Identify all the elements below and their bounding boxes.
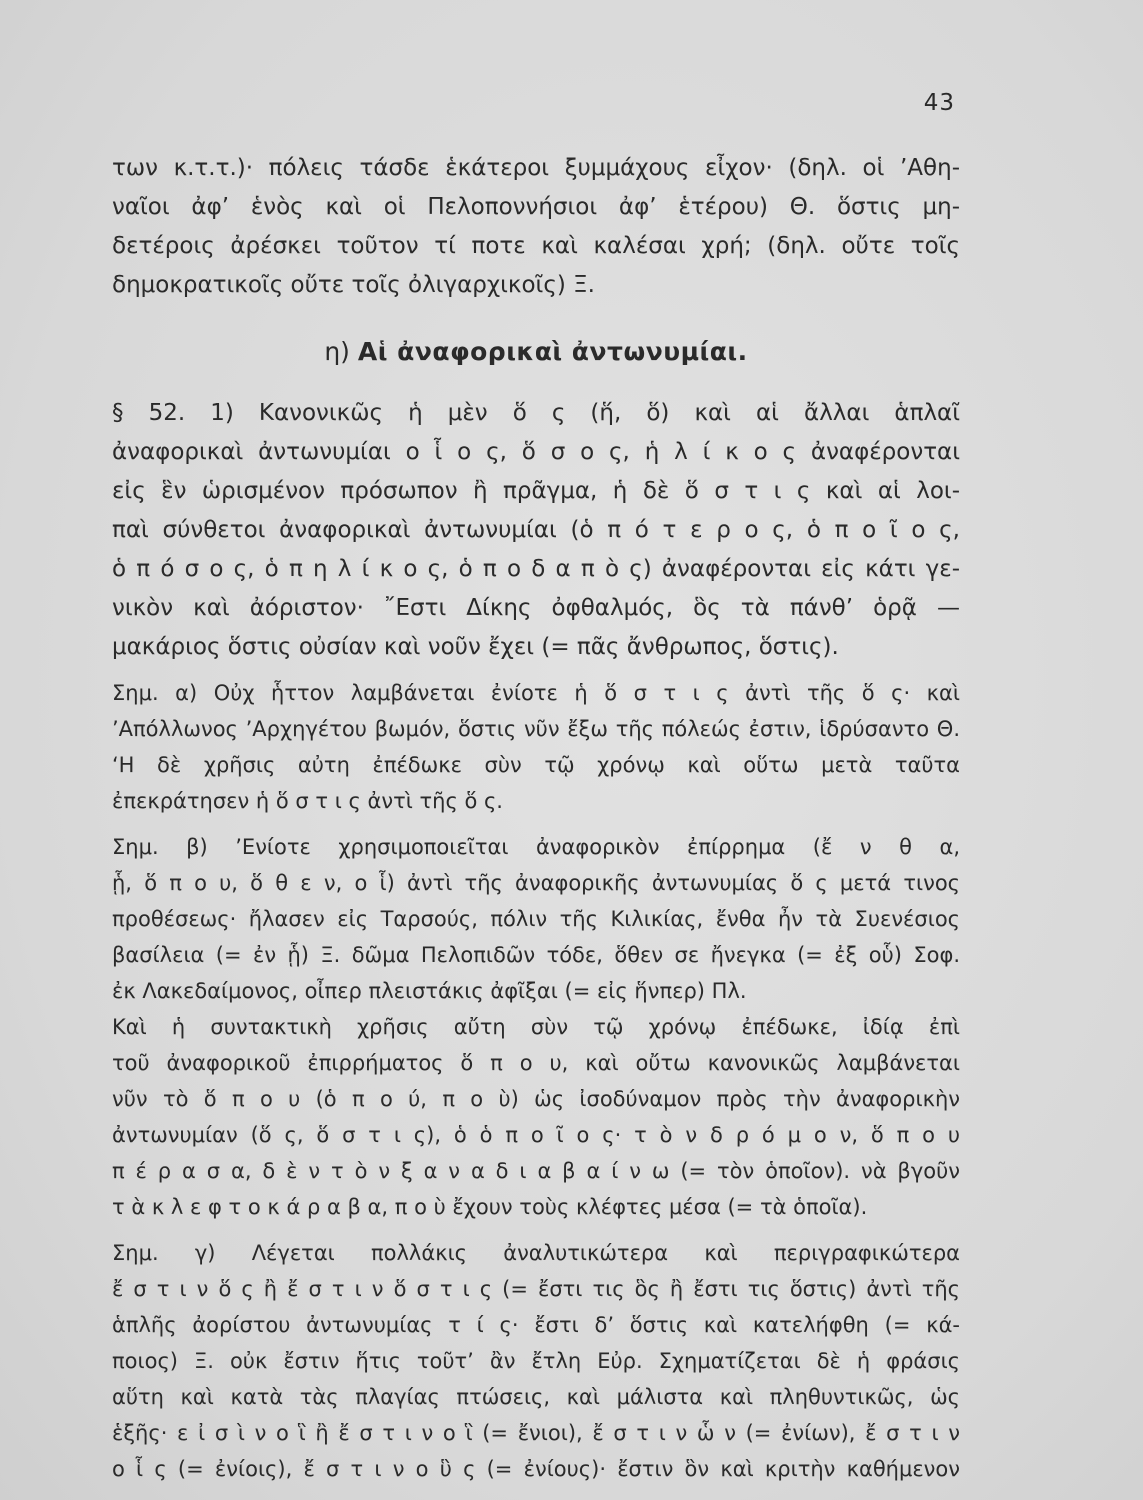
note-c-line-4: ποιος) Ξ. οὐκ ἔστιν ἥτις τοῦτ’ ἂν ἔτλη Εὐρ. Σχηματίζεται δὲ ἡ φράσις — [112, 1349, 960, 1373]
note-b-line-1: Σημ. β) ’Ενίοτε χρησιμοποιεῖται ἀναφορικὸν ἐπίρρημα (ἔ ν θ α, — [112, 835, 960, 859]
heading-prefix: η) — [324, 337, 350, 366]
note-b-line-8: νῦν τὸ ὅ π ο υ (ὁ π ο ύ, π ο ὺ) ὡς ἰσοδύναμον πρὸς τὴν ἀναφορικὴν — [112, 1087, 960, 1111]
note-b-line-5: ἐκ Λακεδαίμονος, οἶπερ πλειστάκις ἀφῖξαι (= εἰς ἥνπερ) Πλ. — [112, 979, 747, 1003]
paragraph-52-line-2: ἀναφορικαὶ ἀντωνυμίαι ο ἷ ο ς, ὅ σ ο ς, ἡ λ ί κ ο ς ἀναφέρονται — [112, 439, 960, 465]
note-b-line-3: προθέσεως· ἤλασεν εἰς Ταρσούς, πόλιν τῆς Κιλικίας, ἔνθα ἦν τὰ Συενέσιος — [112, 907, 960, 931]
paragraph-52-line-4: παὶ σύνθετοι ἀναφορικαὶ ἀντωνυμίαι (ὁ π ό τ ε ρ ο ς, ὁ π ο ῖ ο ς, — [112, 517, 960, 543]
paragraph-52-line-3: εἰς ἓν ὡρισμένον πρόσωπον ἢ πρᾶγμα, ἡ δὲ ὅ σ τ ι ς καὶ αἱ λοι- — [112, 478, 960, 504]
paragraph-52-line-1: § 52. 1) Κανονικῶς ἡ μὲν ὅ ς (ἥ, ὅ) καὶ αἱ ἄλλαι ἁπλαῖ — [112, 400, 960, 426]
heading-title: Αἱ ἀναφορικαὶ ἀντωνυμίαι. — [357, 337, 748, 366]
note-c-line-2: ἔ σ τ ι ν ὅ ς ἢ ἔ σ τ ι ν ὅ σ τ ι ς (= ἔστι τις ὃς ἢ ἔστι τις ὅστις) ἀντὶ τῆς — [112, 1277, 960, 1301]
text-line-1: των κ.τ.τ.)· πόλεις τάσδε ἑκάτεροι ξυμμάχους εἶχον· (δηλ. οἱ ’Αθη- — [112, 155, 960, 181]
note-c-line-3: ἁπλῆς ἀορίστου ἀντωνυμίας τ ί ς· ἔστι δ’ ὅστις καὶ κατελήφθη (= κά- — [112, 1313, 960, 1337]
text-line-4: δημοκρατικοῖς οὔτε τοῖς ὀλιγαρχικοῖς) Ξ. — [112, 272, 595, 298]
note-a-line-1: Σημ. α) Οὐχ ἧττον λαμβάνεται ἐνίοτε ἡ ὅ σ τ ι ς ἀντὶ τῆς ὅ ς· καὶ — [112, 681, 960, 705]
note-a-line-2: ’Απόλλωνος ’Αρχηγέτου βωμόν, ὅστις νῦν ἔξω τῆς πόλεώς ἐστιν, ἱδρύσαντο Θ. — [112, 717, 960, 741]
note-b-line-4: βασίλεια (= ἐν ᾗ) Ξ. δῶμα Πελοπιδῶν τόδε, ὅθεν σε ἤνεγκα (= ἐξ οὗ) Σοφ. — [112, 943, 960, 967]
paragraph-52-line-6: νικὸν καὶ ἀόριστον· ῎Εστι Δίκης ὀφθαλμός, ὃς τὰ πάνθ’ ὁρᾷ — — [112, 595, 960, 621]
text-line-2: ναῖοι ἀφ’ ἑνὸς καὶ οἱ Πελοποννήσιοι ἀφ’ ἑτέρου) Θ. ὅστις μη- — [112, 194, 960, 220]
section-heading — [112, 332, 960, 372]
note-a-line-3: ‘Η δὲ χρῆσις αὐτη ἐπέδωκε σὺν τῷ χρόνῳ καὶ οὕτω μετὰ ταῦτα — [112, 753, 960, 777]
note-c-line-5: αὕτη καὶ κατὰ τὰς πλαγίας πτώσεις, καὶ μάλιστα καὶ πληθυντικῶς, ὡς — [112, 1385, 960, 1409]
note-b-line-2: ᾗ, ὅ π ο υ, ὅ θ ε ν, ο ἷ) ἀντὶ τῆς ἀναφορικῆς ἀντωνυμίας ὅ ς μετά τινος — [112, 871, 960, 895]
note-b-line-6: Καὶ ἡ συντακτικὴ χρῆσις αὔτη σὺν τῷ χρόνῳ ἐπέδωκε, ἰδίᾳ ἐπὶ — [112, 1015, 960, 1039]
note-a-line-4: ἐπεκράτησεν ἡ ὅ σ τ ι ς ἀντὶ τῆς ὅ ς. — [112, 789, 503, 813]
page-number: 43 — [923, 90, 955, 116]
note-b-line-11: τ ὰ κ λ ε φ τ ο κ ά ρ α β α, π ο ὺ ἔχουν τοὺς κλέφτες μέσα (= τὰ ὁποῖα). — [112, 1195, 868, 1219]
note-c-line-7: ο ἷ ς (= ἐνίοις), ἔ σ τ ι ν ο ὓ ς (= ἐνίους)· ἔστιν ὃν καὶ κριτὴν καθήμενον — [112, 1457, 960, 1481]
note-b-line-10: π έ ρ α σ α, δ ὲ ν τ ὸ ν ξ α ν α δ ι α β α ί ν ω (= τὸν ὁποῖον). νὰ βγοῦν — [112, 1159, 960, 1183]
note-b-line-7: τοῦ ἀναφορικοῦ ἐπιρρήματος ὅ π ο υ, καὶ οὔτω κανονικῶς λαμβάνεται — [112, 1051, 960, 1075]
paragraph-52-line-5: ὁ π ό σ ο ς, ὁ π η λ ί κ ο ς, ὁ π ο δ α π ὸ ς) ἀναφέρονται εἰς κάτι γε- — [112, 556, 960, 582]
note-c-line-1: Σημ. γ) Λέγεται πολλάκις ἀναλυτικώτερα καὶ περιγραφικώτερα — [112, 1241, 960, 1265]
paragraph-52-line-7: μακάριος ὅστις οὐσίαν καὶ νοῦν ἔχει (= πᾶς ἄνθρωπος, ὅστις). — [112, 634, 839, 660]
note-b-line-9: ἀντωνυμίαν (ὅ ς, ὅ σ τ ι ς), ὁ ὁ π ο ῖ ο ς· τ ὸ ν δ ρ ό μ ο ν, ὅ π ο υ — [112, 1123, 960, 1147]
note-c-line-6: ἑξῆς· ε ἰ σ ὶ ν ο ἳ ἢ ἔ σ τ ι ν ο ἳ (= ἔνιοι), ἔ σ τ ι ν ὧ ν (= ἐνίων), ἔ σ τ ι ν — [112, 1421, 960, 1445]
text-line-3: δετέροις ἀρέσκει τοῦτον τί ποτε καὶ καλέσαι χρή; (δηλ. οὔτε τοῖς — [112, 233, 960, 259]
